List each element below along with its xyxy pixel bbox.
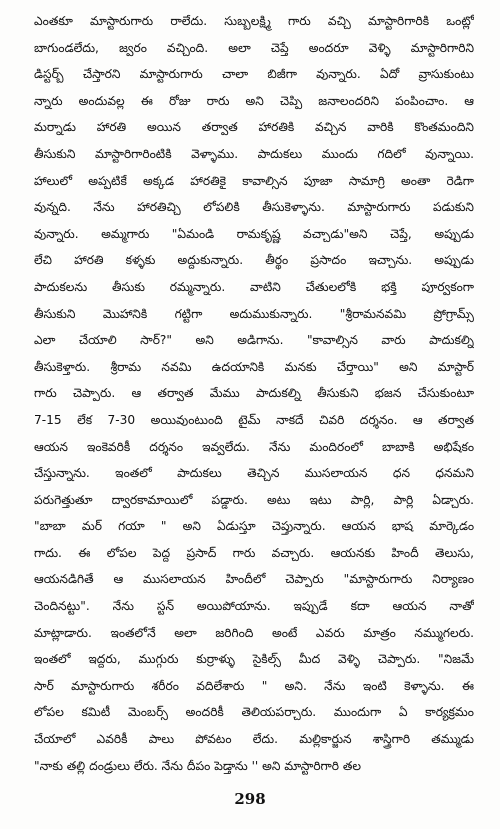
text-line: గాదు. ఈ లోపల పెద్ద ప్రసాద్ గారు వచ్చారు. ఆయనకు హిందీ తెలుసు, [34, 545, 474, 560]
text-line: చేయాలో ఎవరికీ పాలు పోవటం లేదు. మల్లికార్జున శాస్త్రిగారి తమ్ముడు [34, 732, 474, 747]
text-line: "బాబా మర్ గయా " అని ఏడుస్తూ చెప్తున్నారు. ఆయన భాష మార్కెడం [34, 519, 474, 534]
text-line: మర్నాడు హారతి అయిన తర్వాత హారతికి వచ్చిన వారికి కొంతమందిని [34, 120, 474, 135]
text-line: ఎలా చేయాలి సార్?" అని అడిగాను. "కావాల్సిన వారు పాదుకల్ని [34, 333, 474, 348]
text-line: ఎంతకూ మాస్టారుగారు రాలేదు. సుబ్బలక్ష్మి గారు వచ్చి మాస్టారిగారికి ఒంట్లో [34, 14, 474, 28]
page-number: 298 [234, 790, 266, 808]
text-line: 7-15 లేక 7-30 అయివుంటుంది టైమ్ నాకదే చివరి దర్శనం. ఆ తర్వాత [34, 412, 474, 427]
text-line: గారు చెప్పారు. ఆ తర్వాత మేము పాదుకల్ని తీసుకుని భజన చేసుకుంటూ [34, 386, 474, 401]
text-line: "నాకు తల్లి దండ్రులు లేరు. నేను దీపం పెడ్తాను '' అని మాస్టారిగారి తల [34, 758, 361, 773]
text-line: చెందినట్టు". నేను స్టన్ అయిపోయాను. ఇప్పుడే కదా ఆయన నాతో [34, 599, 474, 614]
text-line: లేచి హారతి కళ్ళకు అద్దుకున్నారు. తీర్థం ప్రసాదం ఇచ్చాను. అప్పుడు [34, 253, 474, 268]
text-line: బాగుండలేదు, జ్వరం వచ్చింది. అలా చెప్తే అందరూ వెళ్ళి మాస్టారిగారిని [34, 40, 474, 55]
text-line: తీసుకుని మొహానికి గట్టిగా అదుముకున్నారు. "శ్రీరామనవమి ప్రోగ్రామ్స్ [34, 306, 474, 321]
text-line: పరుగెత్తుతూ ద్వారకామాయిలో పడ్డారు. అటు ఇటు పార్లి, పార్లి ఏడ్చారు. [34, 492, 474, 507]
text-line: ఆయన ఇంకెవరికీ దర్శనం ఇవ్వలేదు. నేను మందిరంలో బాబాకి అభిషేకం [34, 439, 474, 454]
text-line: తీసుకెళ్తారు. శ్రీరామ నవమి ఉదయానికి మనకు చేర్తాయి" అని మాస్టార్ [34, 359, 474, 374]
text-line: హాలులో అప్పటికే అక్కడ హారతికై కావాల్సిన పూజా సామాగ్రి అంతా రెడిగా [34, 173, 474, 188]
text-line: ఆయనడిగితే ఆ ముసలాయన హిందీలో చెప్పారు "మాస్టారుగారు నిర్యాణం [34, 572, 474, 587]
text-line: డిస్టర్బ్ చేస్తారని మాస్టారుగారు చాలా బిజీగా వున్నారు. ఏదో వ్రాసుకుంటు [34, 67, 474, 82]
text-line: తీసుకుని మాస్టారిగారింటికి వెళ్ళాము. పాదుకలు ముందు గదిలో వున్నాయి. [34, 146, 474, 161]
text-line: వున్నది. నేను హారతిచ్చి లోపలికి తీసుకెళ్ళాను. మాస్టారుగారు పడుకుని [34, 200, 474, 215]
text-line: వున్నారు. అమ్మగారు "ఏమండి రామకృష్ణ వచ్చాడు"అని చెప్తే, అప్పుడు [34, 226, 474, 241]
text-line: చేస్తున్నాను. ఇంతలో పాదుకలు తెచ్చిన ముసలాయన ధన ధనమని [34, 466, 474, 481]
text-line: లోపల కమిటీ మెంబర్స్ అందరికీ తెలియపర్చారు. ముందుగా ఏ కార్యక్రమం [34, 705, 474, 720]
body-text [34, 8, 474, 779]
text-line: ఇంతలో ఇద్దరు, ముగ్గురు కుర్రాళ్ళు సైకిల్స్ మీద వెళ్ళి చెప్పారు. "నిజమే [34, 652, 474, 667]
text-line: మాట్లాడారు. ఇంతలోనే అలా జరిగింది అంటే ఎవరు మాత్రం నమ్ముగలరు. [34, 625, 474, 640]
text-line: సార్ మాస్టారుగారు శరీరం వదిలేశారు " అని. నేను ఇంటి కెళ్ళాను. ఈ [34, 678, 474, 693]
text-line: న్నారు అందువల్ల ఈ రోజు రారు అని చెప్పి జనాలందరిని పంపించాం. ఆ [34, 93, 474, 108]
text-line: పాదుకలను తీసుకు రమ్మన్నారు. వాటిని చేతులలోకి భక్తి పూర్వకంగా [34, 279, 474, 294]
